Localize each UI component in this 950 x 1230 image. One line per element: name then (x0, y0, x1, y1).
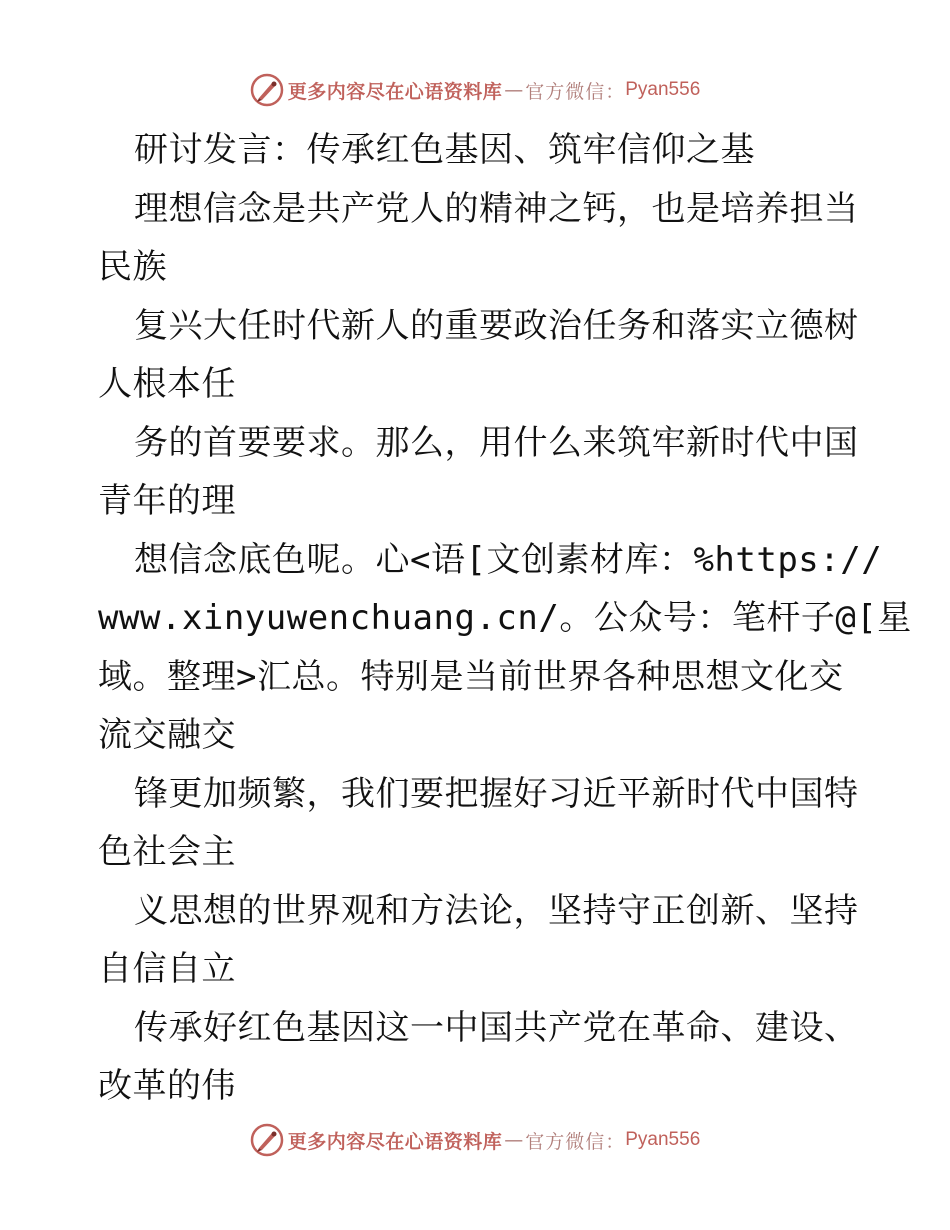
footer-banner (0, 1120, 950, 1160)
footer-separator: — (504, 1129, 524, 1151)
paragraph-line: 域。整理>汇总。特别是当前世界各种思想文化交 (98, 656, 844, 697)
paragraph-line: 理想信念是共产党人的精神之钙，也是培养担当 (134, 188, 859, 229)
document-body (98, 121, 912, 1116)
footer-wechat-id: Pyan556 (625, 1129, 701, 1150)
paragraph-line: 复兴大任时代新人的重要政治任务和落实立德树 (134, 305, 859, 346)
paragraph-line: 民族 (98, 247, 167, 287)
paragraph-line: 义思想的世界观和方法论，坚持守正创新、坚持 (134, 890, 859, 931)
paragraph-line: www.xinyuwenchuang.cn/。公众号：笔杆子@[星 (98, 598, 912, 638)
paragraph-line: 锋更加频繁，我们要把握好习近平新时代中国特 (134, 773, 859, 814)
paragraph-line: 想信念底色呢。心<语[文创素材库：%https:// (134, 539, 883, 580)
footer-wechat-label: 官方微信： (525, 1130, 626, 1153)
header-banner (0, 70, 950, 110)
footer-site-name: 更多内容尽在心语资料库 (287, 1130, 503, 1153)
paragraph-line: 青年的理 (98, 481, 236, 521)
paragraph-line: 人根本任 (98, 364, 236, 404)
document-title: 研讨发言：传承红色基因、筑牢信仰之基 (134, 130, 755, 170)
paragraph-line: 色社会主 (98, 832, 236, 872)
paragraph-line: 自信自立 (98, 949, 236, 989)
pen-logo-icon (250, 1123, 284, 1157)
header-wechat-label: 官方微信： (525, 80, 626, 103)
header-site-name: 更多内容尽在心语资料库 (287, 80, 503, 103)
paragraph-line: 改革的伟 (98, 1066, 236, 1106)
paragraph-line: 传承好红色基因这一中国共产党在革命、建设、 (134, 1007, 859, 1048)
pen-logo-icon (250, 73, 284, 107)
header-wechat-id: Pyan556 (625, 79, 701, 100)
paragraph-line: 务的首要要求。那么，用什么来筑牢新时代中国 (134, 422, 859, 463)
paragraph-line: 流交融交 (98, 715, 236, 755)
header-separator: — (504, 79, 524, 101)
